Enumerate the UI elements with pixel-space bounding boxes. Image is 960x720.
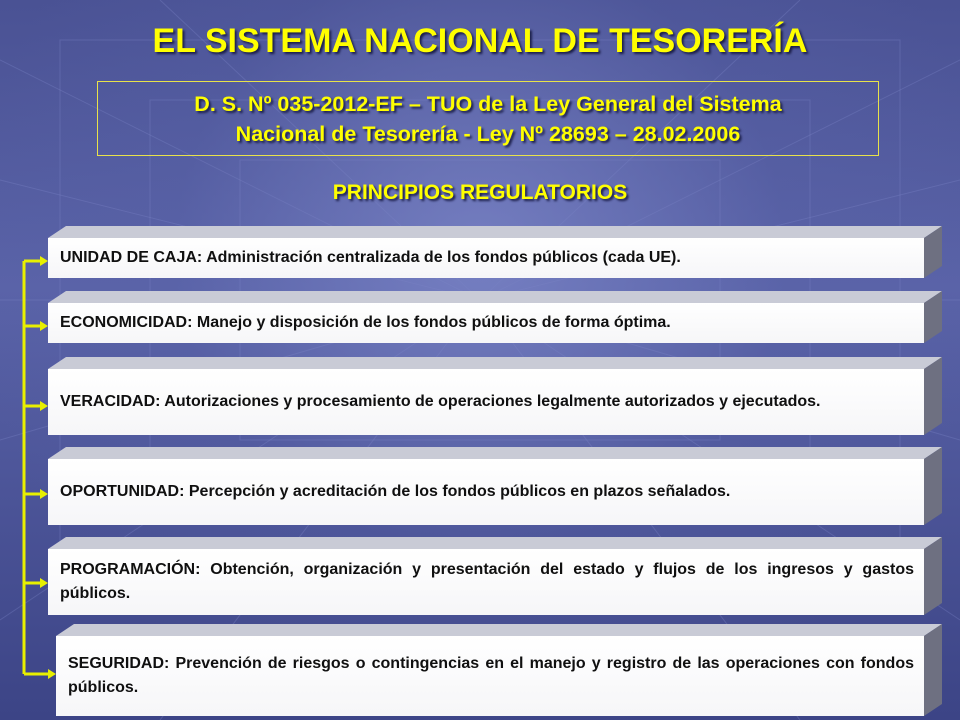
principle-programacion	[48, 537, 942, 615]
decree-line-1: D. S. Nº 035-2012-EF – TUO de la Ley General del Sistema	[194, 91, 782, 116]
principle-text: UNIDAD DE CAJA: Administración centralizada de los fondos públicos (cada UE).	[60, 249, 681, 266]
principle-text: SEGURIDAD: Prevención de riesgos o contingencias en el manejo y registro de las operaciones con fondos públicos.	[68, 655, 914, 696]
decree-line-2: Nacional de Tesorería - Ley Nº 28693 – 28.02.2006	[235, 121, 741, 146]
principle-veracidad	[48, 357, 942, 435]
principle-economicidad	[48, 291, 942, 343]
section-subtitle: PRINCIPIOS REGULATORIOS	[332, 181, 628, 204]
principle-text: OPORTUNIDAD: Percepción y acreditación de los fondos públicos en plazos señalados.	[60, 483, 731, 500]
principle-text: ECONOMICIDAD: Manejo y disposición de los fondos públicos de forma óptima.	[60, 314, 671, 331]
principle-text: PROGRAMACIÓN: Obtención, organización y presentación del estado y flujos de los ingresos y gastos públicos.	[60, 561, 914, 602]
slide-title: EL SISTEMA NACIONAL DE TESORERÍA	[152, 22, 808, 60]
principle-text: VERACIDAD: Autorizaciones y procesamiento de operaciones legalmente autorizados y ejecutados.	[60, 393, 821, 410]
principle-seguridad	[56, 624, 942, 716]
principle-oportunidad	[48, 447, 942, 525]
principle-unidad-de-caja	[48, 226, 942, 278]
